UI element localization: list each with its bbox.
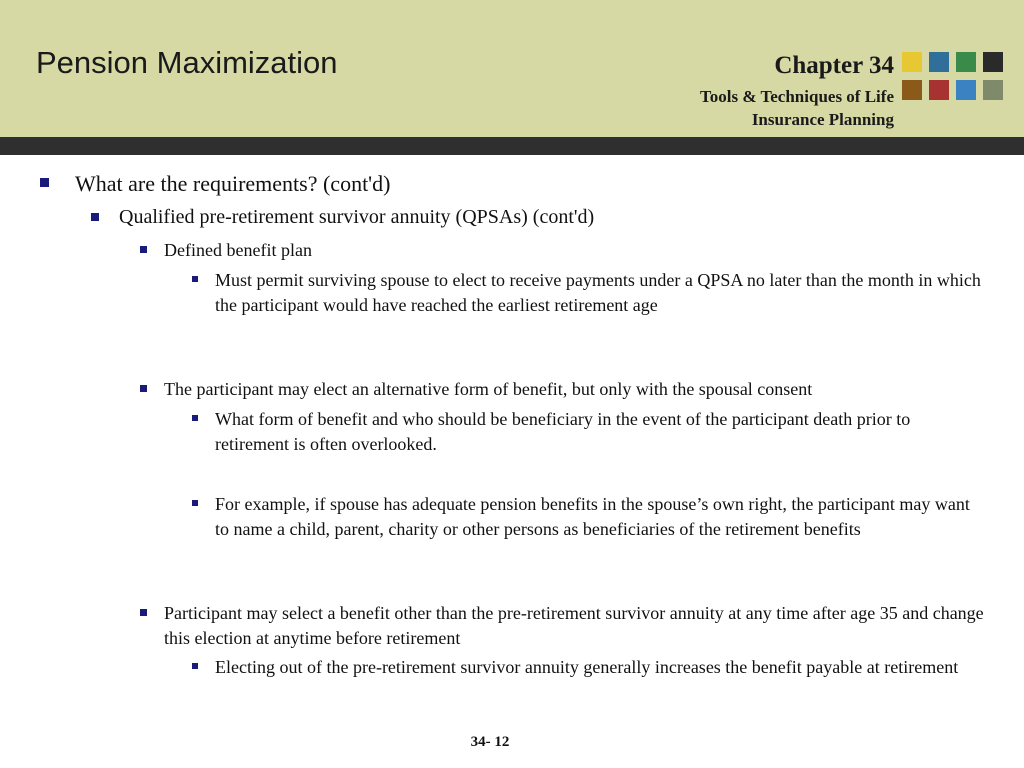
swatch-square-4 xyxy=(983,52,1003,72)
bullet-square-icon xyxy=(40,178,49,187)
chapter-subtitle-line1: Tools & Techniques of Life xyxy=(700,86,894,106)
bullet-square-icon xyxy=(192,415,198,421)
swatch-square-1 xyxy=(902,52,922,72)
color-swatch-grid xyxy=(902,52,1008,104)
bullet-level4-electing-out: Electing out of the pre-retirement survivor annuity generally increases the benefit payable at retirement xyxy=(215,657,959,677)
bullet-square-icon xyxy=(140,385,147,392)
swatch-square-3 xyxy=(956,52,976,72)
swatch-square-8 xyxy=(983,80,1003,100)
swatch-square-7 xyxy=(956,80,976,100)
bullet-square-icon xyxy=(140,609,147,616)
bullet-level4-for-example: For example, if spouse has adequate pension benefits in the spouse’s own right, the participant may want to name a child, parent, charity or other persons as beneficiaries of the retirement benefits xyxy=(215,494,970,539)
swatch-square-2 xyxy=(929,52,949,72)
bullet-square-icon xyxy=(140,246,147,253)
bullet-level3-alternative-form: The participant may elect an alternative form of benefit, but only with the spousal consent xyxy=(164,379,813,399)
bullet-level1-requirements: What are the requirements? (cont'd) xyxy=(75,171,391,196)
bullet-square-icon xyxy=(192,500,198,506)
bullet-level2-qpsa: Qualified pre-retirement survivor annuity (QPSAs) (cont'd) xyxy=(119,206,595,228)
chapter-subtitle-line2: Insurance Planning xyxy=(751,109,894,129)
bullet-level4-must-permit: Must permit surviving spouse to elect to receive payments under a QPSA no later than the month in which the participant would have reached the earliest retirement age xyxy=(215,270,981,315)
header-divider-bar xyxy=(0,137,1024,155)
bullet-level3-participant-select: Participant may select a benefit other than the pre-retirement survivor annuity at any time after age 35 and change this election at anytime before retirement xyxy=(164,603,984,648)
slide-title: Pension Maximization xyxy=(36,45,338,80)
bullet-square-icon xyxy=(192,663,198,669)
swatch-square-6 xyxy=(929,80,949,100)
bullet-level4-form-overlooked: What form of benefit and who should be beneficiary in the event of the participant death prior to retirement is often overlooked. xyxy=(215,409,911,454)
swatch-square-5 xyxy=(902,80,922,100)
chapter-title: Chapter 34 xyxy=(774,52,894,79)
bullet-level3-defined-benefit: Defined benefit plan xyxy=(164,240,312,260)
page-number: 34- 12 xyxy=(470,734,510,750)
bullet-square-icon xyxy=(192,276,198,282)
bullet-square-icon xyxy=(91,213,99,221)
chapter-block xyxy=(700,52,894,131)
